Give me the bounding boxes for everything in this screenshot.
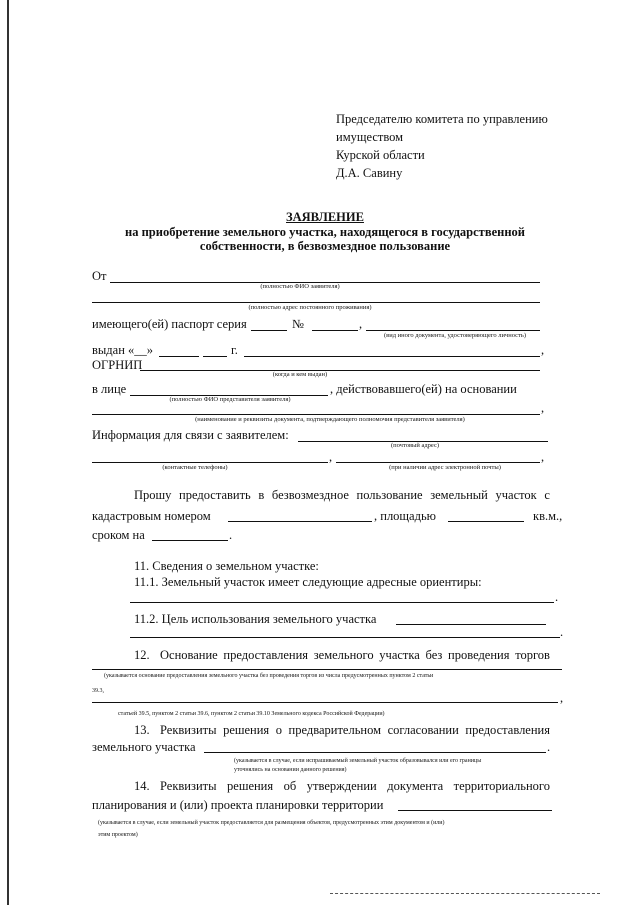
rep-doc-comma: , — [541, 401, 545, 415]
passport-number-field[interactable] — [312, 330, 358, 331]
email-comma: , — [541, 450, 545, 464]
scan-left-edge — [7, 0, 9, 905]
s12-hint-1: (указывается основание предоставления земельного участка без проведения торгов из числа предусмотренных пунктом 2 статьи — [104, 673, 434, 679]
area-label: , площадью — [374, 509, 436, 523]
issued-label: выдан «__» — [92, 343, 154, 357]
s12-comma: , — [560, 691, 564, 705]
hint-rep-fio: (полностью ФИО представителя заявителя) — [169, 396, 291, 403]
phones-field[interactable] — [92, 462, 328, 463]
address-landmarks-field[interactable] — [130, 602, 554, 603]
no-tender-basis-field-2[interactable] — [92, 702, 558, 703]
cadastral-number-field[interactable] — [228, 521, 372, 522]
section-14-number: 14. — [134, 779, 150, 793]
addressee-line-4: Д.А. Савину — [336, 166, 403, 180]
section-11-1-text: 11.1. Земельный участок имеет следующие адресные ориентиры: — [134, 575, 482, 589]
passport-series-field[interactable] — [251, 330, 287, 331]
representative-document-field[interactable] — [92, 414, 540, 415]
hint-other-doc: (вид иного документа, удостоверяющего личность) — [383, 332, 527, 339]
hint-fio: (полностью ФИО заявителя) — [260, 283, 340, 290]
term-field[interactable] — [152, 540, 228, 541]
hint-email: (при наличии адрес электронной почты) — [389, 464, 501, 471]
territory-planning-field[interactable] — [398, 810, 552, 811]
hint-rep-doc: (наименование и реквизиты документа, подтверждающего полномочия представителя заявителя) — [195, 416, 465, 423]
passport-label: имеющего(ей) паспорт серия — [92, 317, 247, 331]
ogrnip-label: ОГРНИП — [92, 358, 143, 372]
area-field[interactable] — [448, 521, 524, 522]
no-tender-basis-field[interactable] — [92, 669, 562, 670]
hint-address: (полностью адрес постоянного проживания) — [248, 304, 372, 311]
issued-by-field[interactable] — [244, 356, 540, 357]
s11-2-dot: . — [560, 625, 564, 639]
section-13-text: Реквизиты решения о предварительном согласовании предоставления — [160, 723, 550, 737]
year-label: г. — [231, 343, 238, 357]
applicant-address-field[interactable] — [92, 302, 540, 303]
s12-hint-3: статьей 39.5, пунктом 2 статьи 39.6, пунктом 2 статьи 39.10 Земельного кодекса Российской Федерации) — [118, 711, 385, 717]
sqm-label: кв.м., — [533, 509, 563, 523]
hint-issued: (когда и кем выдан) — [272, 371, 328, 378]
email-field[interactable] — [336, 462, 540, 463]
s14-hint-2: этим проектом) — [98, 832, 138, 838]
cadastral-label: кадастровым номером — [92, 509, 211, 523]
request-line-1: Прошу предоставить в безвозмездное пользование земельный участок с — [134, 488, 550, 502]
addressee-line-1: Председателю комитета по управлению — [336, 112, 548, 126]
section-13-line-2: земельного участка — [92, 740, 196, 754]
s11-1-dot: . — [555, 590, 559, 604]
passport-comma: , — [359, 317, 363, 331]
number-sign: № — [292, 317, 304, 331]
addressee-line-3: Курской области — [336, 148, 425, 162]
document-title: ЗАЯВЛЕНИЕ — [286, 210, 364, 224]
addressee-line-2: имуществом — [336, 130, 404, 144]
usage-purpose-field[interactable] — [396, 624, 546, 625]
section-13-number: 13. — [134, 723, 150, 737]
from-label: От — [92, 269, 107, 283]
term-dot: . — [229, 528, 233, 542]
section-11-2-text: 11.2. Цель использования земельного участка — [134, 612, 377, 626]
contact-label: Информация для связи с заявителем: — [92, 428, 289, 442]
section-12-number: 12. — [134, 648, 150, 662]
section-14-text: Реквизиты решения об утверждении документа территориального — [160, 779, 550, 793]
scan-bottom-edge — [330, 893, 600, 894]
hint-phones: (контактные телефоны) — [162, 464, 228, 471]
section-14-line-2: планирования и (или) проекта планировки территории — [92, 798, 384, 812]
in-person-label: в лице — [92, 382, 127, 396]
s13-dot: . — [547, 740, 551, 754]
s12-hint-2: 39.3, — [92, 688, 104, 694]
title-subtitle-line-2: собственности, в безвозмездное пользование — [199, 239, 451, 253]
title-subtitle-line-1: на приобретение земельного участка, находящегося в государственной — [125, 225, 525, 239]
s13-hint-1: (указывается в случае, если испрашиваемый земельный участок образовывался или его границы — [234, 758, 482, 764]
s14-hint-1: (указывается в случае, если земельный участок предоставляется для размещения объектов, предусмотренных этим документом и (или) — [98, 820, 445, 826]
other-id-document-field[interactable] — [366, 330, 540, 331]
section-11-title: 11. Сведения о земельном участке: — [134, 559, 319, 573]
usage-purpose-field-2[interactable] — [130, 637, 560, 638]
phones-comma: , — [329, 450, 333, 464]
hint-postal: (почтовый адрес) — [390, 442, 440, 449]
issued-month-field[interactable] — [159, 356, 199, 357]
issued-year-field[interactable] — [203, 356, 227, 357]
acting-basis-label: , действовавшего(ей) на основании — [330, 382, 517, 396]
section-12-text: Основание предоставления земельного участка без проведения торгов — [160, 648, 550, 662]
s13-hint-2: уточнялись на основании данного решения) — [234, 767, 347, 773]
preliminary-approval-field[interactable] — [204, 752, 546, 753]
term-label: сроком на — [92, 528, 145, 542]
issued-comma: , — [541, 343, 545, 357]
